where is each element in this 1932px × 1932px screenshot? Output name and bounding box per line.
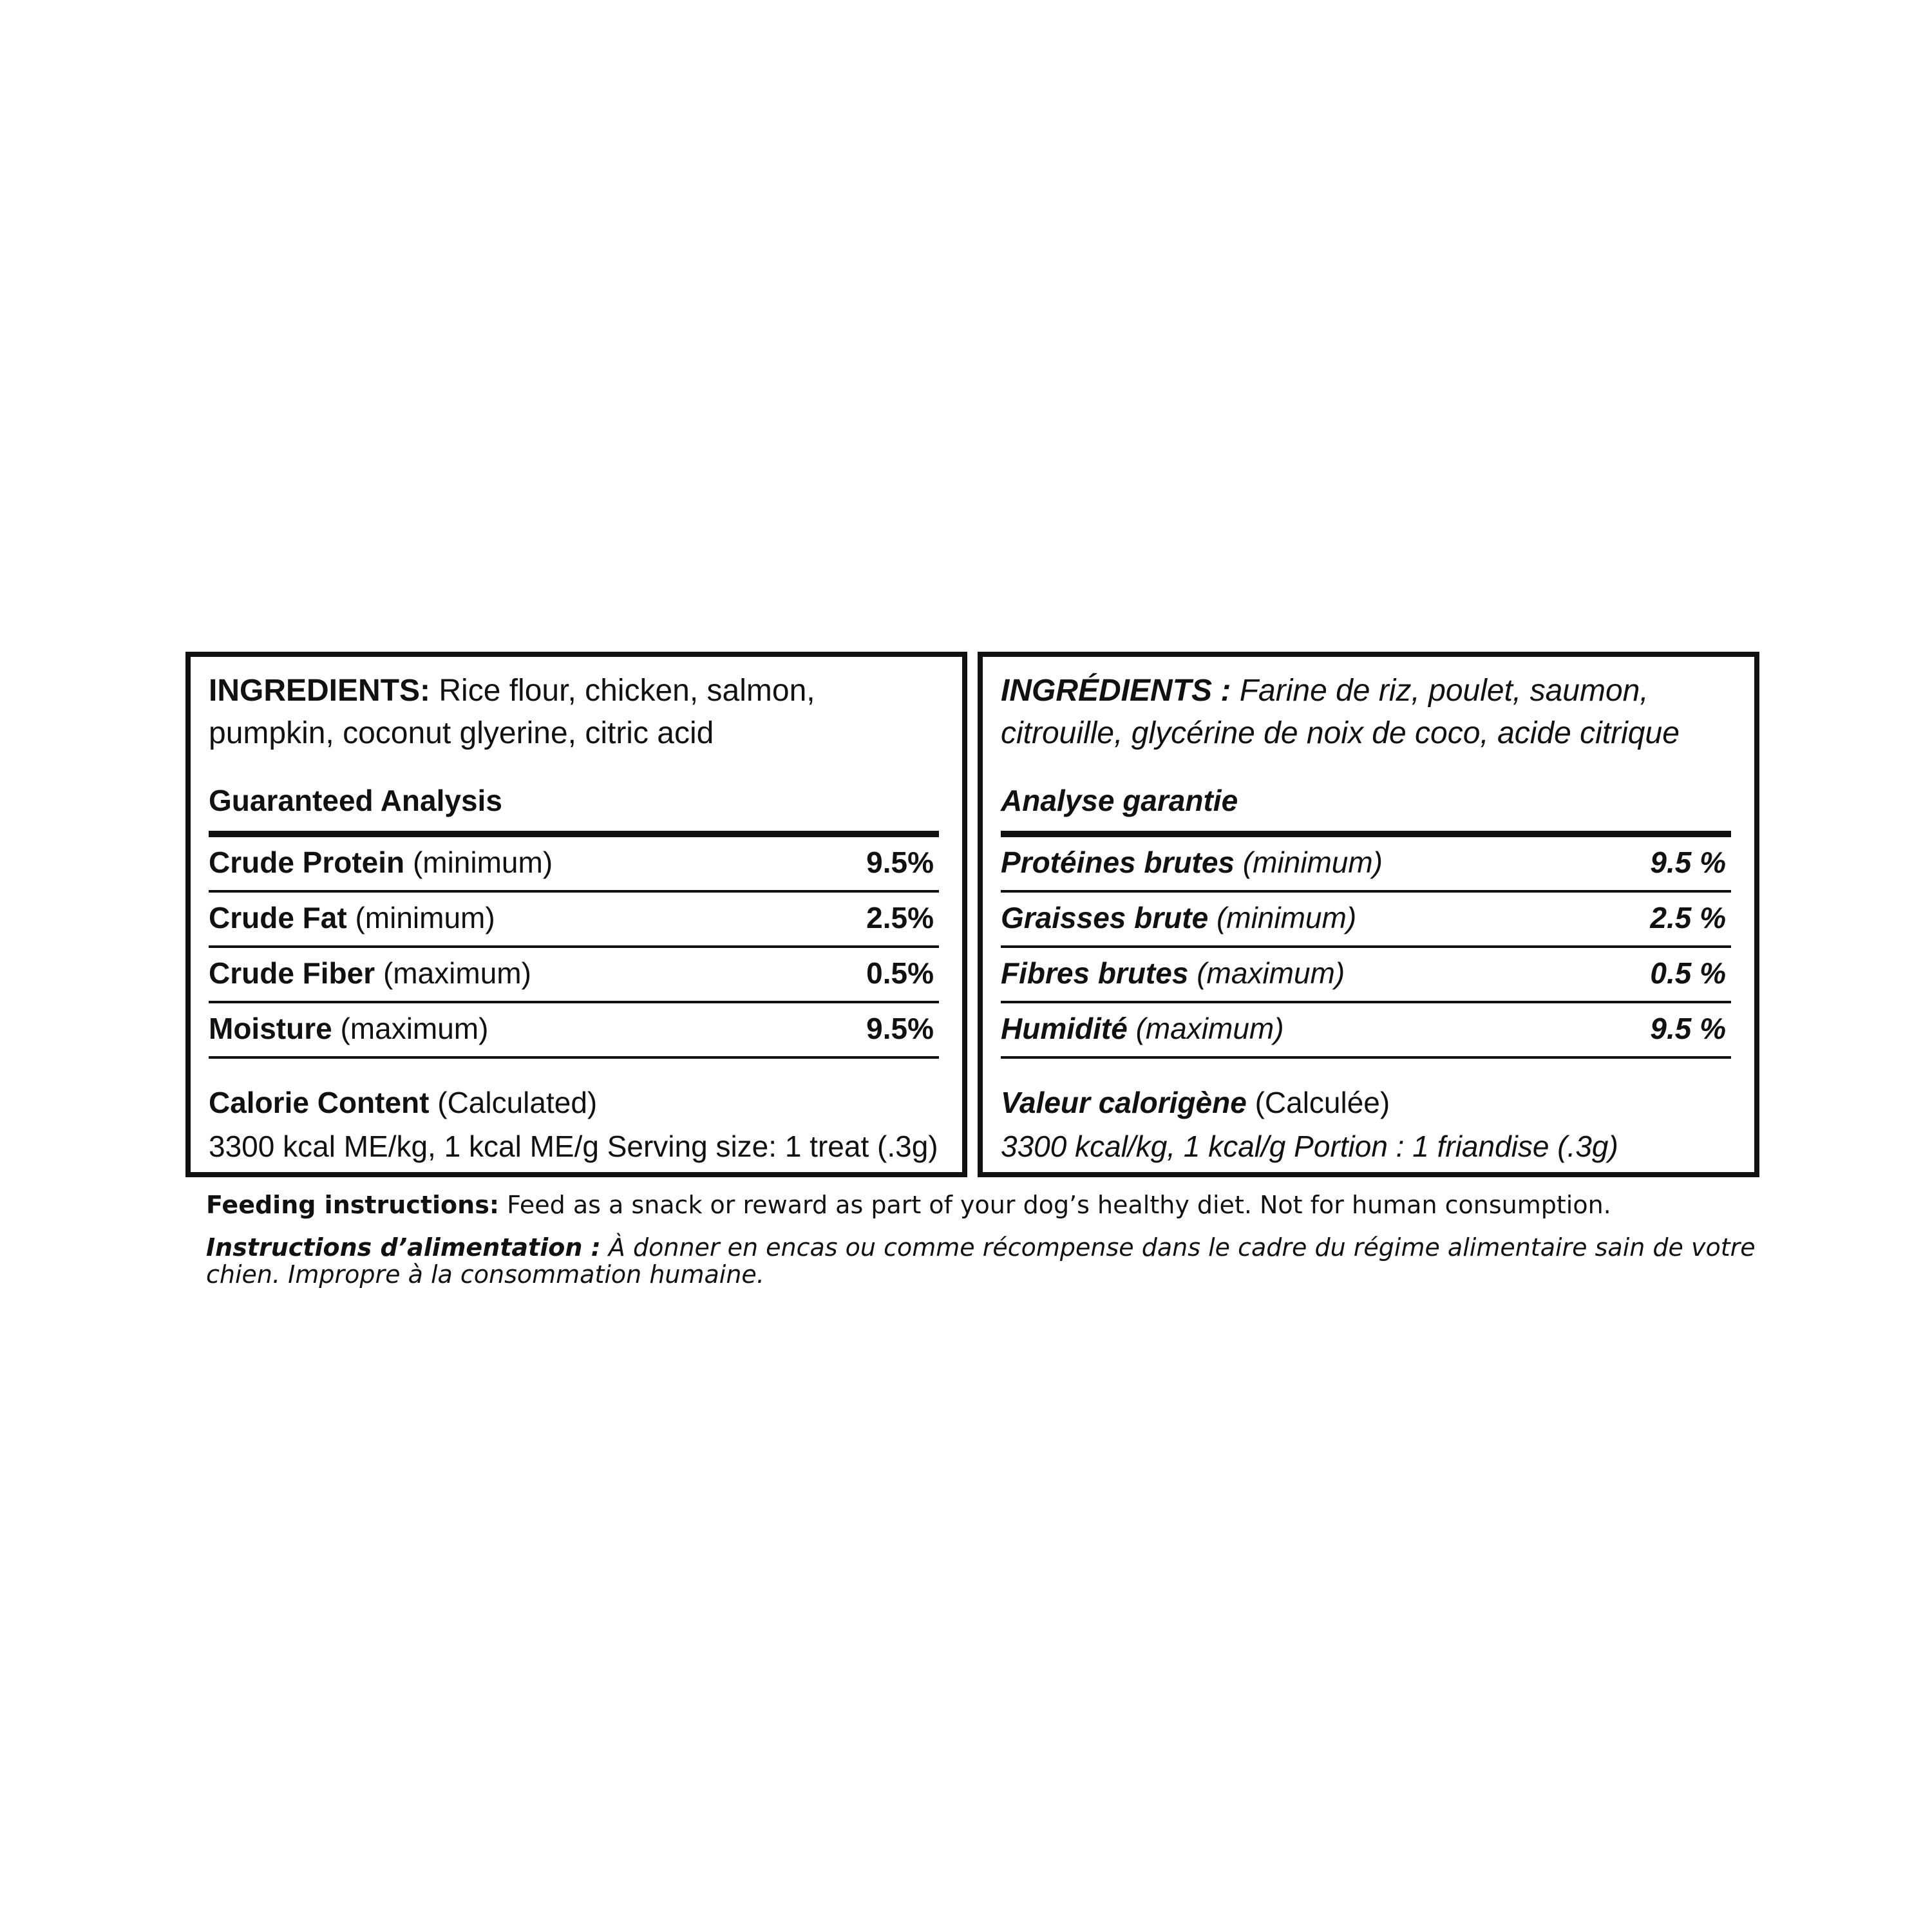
- analysis-title-en: Guaranteed Analysis: [209, 784, 502, 817]
- row-value: 2.5 %: [1650, 901, 1726, 934]
- analysis-table-fr: [1001, 837, 1731, 1059]
- analysis-row: [209, 837, 939, 893]
- row-value: 2.5%: [866, 901, 934, 934]
- row-qualifier: (maximum): [1197, 956, 1345, 990]
- analysis-rule-fr: [1001, 831, 1731, 837]
- row-name: Moisture: [209, 1012, 332, 1045]
- french-label-panel: [978, 652, 1759, 1177]
- row-qualifier: (maximum): [383, 956, 531, 990]
- row-qualifier: (minimum): [1216, 901, 1357, 934]
- row-name: Crude Fat: [209, 901, 347, 934]
- calorie-qualifier-fr: (Calculée): [1255, 1086, 1390, 1119]
- calorie-qualifier-en: (Calculated): [437, 1086, 598, 1119]
- analysis-row: [1001, 893, 1731, 948]
- row-value: 9.5%: [866, 846, 934, 879]
- ingredients-text-fr: Farine de riz, poulet, saumon, citrouille, glycérine de noix de coco, acide citrique: [1001, 674, 1680, 750]
- row-value: 0.5%: [866, 956, 934, 990]
- analysis-row: [1001, 948, 1731, 1003]
- analysis-row: [1001, 1003, 1731, 1059]
- calorie-content-en: [209, 1081, 939, 1168]
- feeding-text-en: Feed as a snack or reward as part of your dog’s healthy diet. Not for human consumption.: [507, 1191, 1611, 1219]
- calorie-heading-en: Calorie Content: [209, 1086, 430, 1119]
- row-name: Fibres brutes: [1001, 956, 1189, 990]
- ingredients-text-en: Rice flour, chicken, salmon, pumpkin, coconut glyerine, citric acid: [209, 674, 815, 750]
- row-value: 9.5%: [866, 1012, 934, 1045]
- calorie-text-fr: 3300 kcal/kg, 1 kcal/g Portion : 1 friandise (.3g): [1001, 1130, 1618, 1163]
- row-qualifier: (maximum): [340, 1012, 489, 1045]
- row-name: Humidité: [1001, 1012, 1128, 1045]
- feeding-heading-fr: Instructions d’alimentation :: [206, 1233, 601, 1262]
- ingredients-fr: [1001, 670, 1731, 755]
- row-qualifier: (minimum): [355, 901, 495, 934]
- analysis-rule-en: [209, 831, 939, 837]
- calorie-content-fr: [1001, 1081, 1731, 1168]
- feeding-heading-en: Feeding instructions:: [206, 1191, 500, 1219]
- analysis-row: [209, 948, 939, 1003]
- analysis-row: [209, 1003, 939, 1059]
- calorie-heading-fr: Valeur calorigène: [1001, 1086, 1247, 1119]
- analysis-table-en: [209, 837, 939, 1059]
- ingredients-en: [209, 670, 939, 755]
- row-qualifier: (minimum): [1242, 846, 1383, 879]
- row-name: Protéines brutes: [1001, 846, 1235, 879]
- row-name: Graisses brute: [1001, 901, 1209, 934]
- row-name: Crude Fiber: [209, 956, 375, 990]
- analysis-row: [209, 893, 939, 948]
- analysis-title-fr: Analyse garantie: [1001, 784, 1238, 817]
- row-name: Crude Protein: [209, 846, 405, 879]
- row-qualifier: (minimum): [412, 846, 553, 879]
- calorie-text-en: 3300 kcal ME/kg, 1 kcal ME/g Serving size: 1 treat (.3g): [209, 1130, 938, 1163]
- row-value: 0.5 %: [1650, 956, 1726, 990]
- feeding-instructions-fr: [206, 1234, 1765, 1288]
- ingredients-heading-en: INGREDIENTS:: [209, 674, 431, 708]
- ingredients-heading-fr: INGRÉDIENTS :: [1001, 674, 1231, 708]
- feeding-instructions-en: [206, 1191, 1765, 1218]
- row-qualifier: (maximum): [1135, 1012, 1284, 1045]
- english-label-panel: [185, 652, 967, 1177]
- row-value: 9.5 %: [1650, 1012, 1726, 1045]
- analysis-row: [1001, 837, 1731, 893]
- row-value: 9.5 %: [1650, 846, 1726, 879]
- feeding-text-fr: À donner en encas ou comme récompense dans le cadre du régime alimentaire sain de votre chien. Impropre à la consommation humaine.: [206, 1233, 1756, 1289]
